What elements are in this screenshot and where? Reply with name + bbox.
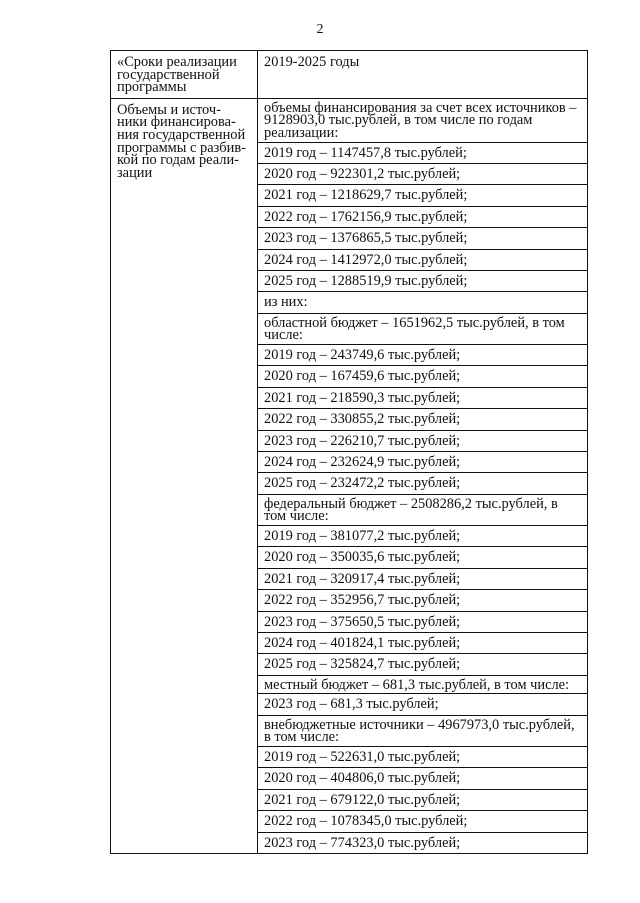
funding-line: 2024 год – 1412972,0 тыс.рублей; xyxy=(258,250,587,271)
funding-line: областной бюджет – 1651962,5 тыс.рублей, в том числе: xyxy=(258,314,587,345)
funding-line: 2024 год – 401824,1 тыс.рублей; xyxy=(258,633,587,654)
funding-line: 2019 год – 243749,6 тыс.рублей; xyxy=(258,345,587,366)
funding-line: 2023 год – 681,3 тыс.рублей; xyxy=(258,694,587,715)
funding-line: 2023 год – 226210,7 тыс.рублей; xyxy=(258,431,587,452)
funding-line: 2021 год – 679122,0 тыс.рублей; xyxy=(258,790,587,811)
period-label: «Сроки реализации государственной программы xyxy=(117,54,237,96)
funding-label-cell xyxy=(111,98,258,853)
funding-line: местный бюджет – 681,3 тыс.рублей, в том числе: xyxy=(258,676,587,695)
program-passport-table xyxy=(110,50,588,854)
funding-line: 2023 год – 375650,5 тыс.рублей; xyxy=(258,612,587,633)
funding-line: 2020 год – 350035,6 тыс.рублей; xyxy=(258,547,587,568)
funding-line: 2020 год – 167459,6 тыс.рублей; xyxy=(258,366,587,387)
funding-line: 2025 год – 232472,2 тыс.рублей; xyxy=(258,473,587,494)
funding-line: из них: xyxy=(258,292,587,313)
funding-value-cell xyxy=(258,98,588,853)
funding-line: 2025 год – 1288519,9 тыс.рублей; xyxy=(258,271,587,292)
period-value-cell xyxy=(258,51,588,99)
funding-line: 2025 год – 325824,7 тыс.рублей; xyxy=(258,654,587,675)
funding-line: 2023 год – 1376865,5 тыс.рублей; xyxy=(258,228,587,249)
period-label-cell xyxy=(111,51,258,99)
page-number: 2 xyxy=(316,22,324,37)
funding-label: Объемы и источ- ники финансирова- ния государственной программы с разбив- кой по годам реали- зации xyxy=(117,101,246,181)
funding-line: 2022 год – 1762156,9 тыс.рублей; xyxy=(258,207,587,228)
funding-line: 2020 год – 404806,0 тыс.рублей; xyxy=(258,768,587,789)
funding-line: 2019 год – 522631,0 тыс.рублей; xyxy=(258,747,587,768)
period-value: 2019-2025 годы xyxy=(264,54,360,70)
funding-line: объемы финансирования за счет всех источников – 9128903,0 тыс.рублей, в том числе по годам реализации: xyxy=(258,99,587,143)
funding-line: внебюджетные источники – 4967973,0 тыс.рублей, в том числе: xyxy=(258,716,587,747)
funding-line: 2021 год – 1218629,7 тыс.рублей; xyxy=(258,185,587,206)
funding-line: 2019 год – 1147457,8 тыс.рублей; xyxy=(258,143,587,164)
funding-line: 2020 год – 922301,2 тыс.рублей; xyxy=(258,164,587,185)
funding-line: 2021 год – 218590,3 тыс.рублей; xyxy=(258,388,587,409)
funding-line: федеральный бюджет – 2508286,2 тыс.рублей, в том числе: xyxy=(258,495,587,526)
funding-line: 2021 год – 320917,4 тыс.рублей; xyxy=(258,569,587,590)
funding-lines xyxy=(258,99,587,853)
funding-line: 2024 год – 232624,9 тыс.рублей; xyxy=(258,452,587,473)
funding-line: 2022 год – 352956,7 тыс.рублей; xyxy=(258,590,587,611)
table-row-period xyxy=(111,51,588,99)
funding-line: 2019 год – 381077,2 тыс.рублей; xyxy=(258,526,587,547)
funding-line: 2022 год – 1078345,0 тыс.рублей; xyxy=(258,811,587,832)
funding-line: 2022 год – 330855,2 тыс.рублей; xyxy=(258,409,587,430)
funding-line: 2023 год – 774323,0 тыс.рублей; xyxy=(264,834,461,851)
table-row-funding xyxy=(111,98,588,853)
